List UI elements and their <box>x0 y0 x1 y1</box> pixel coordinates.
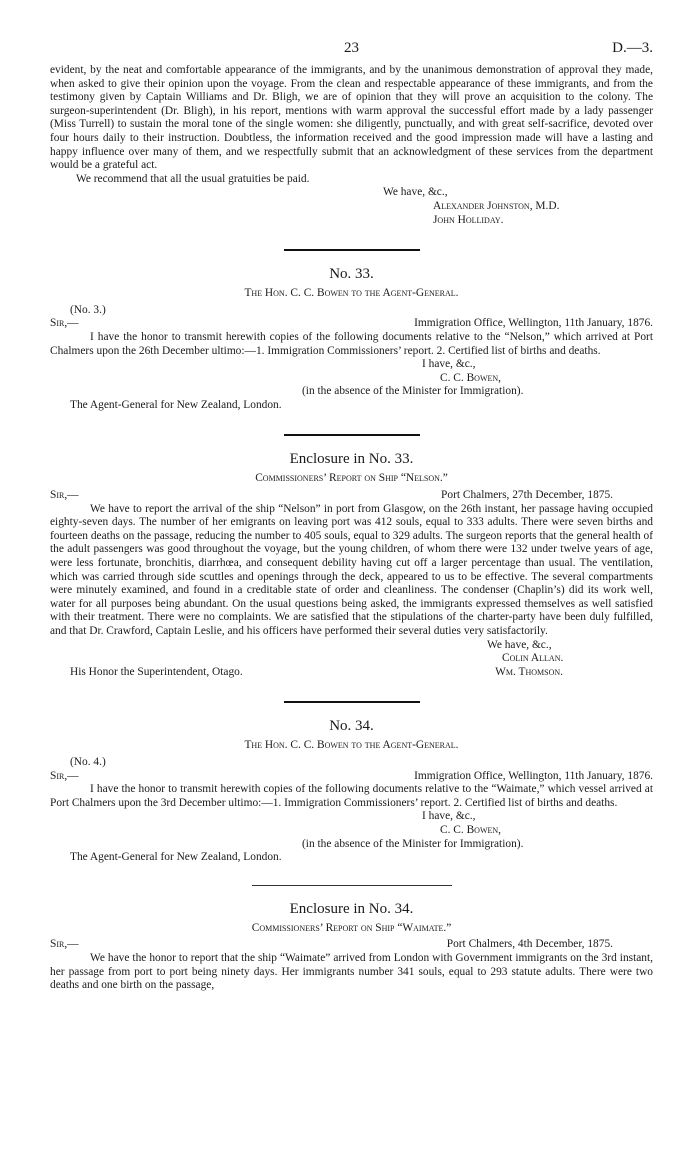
place-date: Immigration Office, Wellington, 11th January, 1876. <box>414 317 653 330</box>
salutation: Sir,— <box>50 938 79 951</box>
enclosure-body: We have the honor to report that the ship “Waimate” arrived from London with Government immigrants on the 3rd instant, her passage from port to port being ninety days. Her immigrants number 341 souls, equal to 293 statute adults. There were two deaths and one birth on the passage, <box>50 951 653 992</box>
section-divider <box>252 885 452 886</box>
enclosure-no-33 <box>50 450 653 679</box>
enclosure-title: Enclosure in No. 33. <box>289 451 414 468</box>
letter-closing: I have, &c., <box>422 810 476 823</box>
letter-ref: (No. 3.) <box>70 303 106 316</box>
salutation-row <box>50 938 653 952</box>
letter-addressee: The Agent-General for New Zealand, London. <box>70 851 282 864</box>
letter-no-34 <box>50 717 653 864</box>
enclosure-title: Enclosure in No. 34. <box>289 900 414 917</box>
letter-absence: (in the absence of the Minister for Immigration). <box>302 837 524 850</box>
enclosure-closing: We have, &c., <box>487 638 552 651</box>
salutation-row <box>50 317 653 331</box>
intro-closing: We have, &c., <box>383 186 448 199</box>
salutation: Sir,— <box>50 317 79 330</box>
salutation: Sir,— <box>50 489 79 502</box>
letter-ref: (No. 4.) <box>70 755 106 768</box>
salutation: Sir,— <box>50 769 79 782</box>
place-date: Port Chalmers, 27th December, 1875. <box>441 489 613 502</box>
letter-closing: I have, &c., <box>422 358 476 371</box>
page-header <box>50 42 653 64</box>
document-page <box>50 42 653 993</box>
enclosure-subtitle: Commissioners’ Report on Ship “Waimate.” <box>251 921 452 934</box>
intro-paragraph: evident, by the neat and comfortable appearance of the immigrants, and by the unanimous demonstration of approval they made, when asked to give their opinion upon the voyage. From the clean and respectable appearance of these immigrants, and from the testimony given by Captain Williams and Dr. Bligh, we are of opinion that they will prove an acquisition to the colony. The surgeon-superintendent (Dr. Bligh), in his report, mentions with warm approval the successful effort made by a lady passenger (Miss Turrell) to sustain the moral tone of the single women: she diligently, punctually, and with great self-sacrifice, devoted over four hours daily to their instruction. Doubtless, the information received and the good impression made will have a lasting and happy influence over many of them, and we respectfully submit that an acknowledgment of these services from the department would be a grateful act. <box>50 64 653 172</box>
letter-title: No. 33. <box>329 266 374 283</box>
salutation-row <box>50 489 653 503</box>
letter-signer: C. C. Bowen, <box>440 823 502 836</box>
enclosure-signer-2: Wm. Thomson. <box>495 665 563 678</box>
section-divider <box>284 249 420 251</box>
section-divider <box>284 701 420 703</box>
enclosure-signer-1: Colin Allan. <box>502 652 564 665</box>
enclosure-no-34 <box>50 900 653 993</box>
recommendation-text: We recommend that all the usual gratuities be paid. <box>76 172 310 185</box>
letter-from-to: The Hon. C. C. Bowen to the Agent-General. <box>244 739 459 752</box>
intro-signer-1: Alexander Johnston, M.D. <box>433 199 560 212</box>
enclosure-body: We have to report the arrival of the ship “Nelson” in port from Glasgow, on the 26th instant, her passage having occupied eighty-seven days. The number of her emigrants on leaving port was 412 souls, equal to 333 adults. There were seven births and fourteen deaths on the passage, reducing the number to 405 souls, equal to 329 adults. The surgeon reports that the general health of the adult passengers was good throughout the voyage, but the young children, of whom there were 132 under twelve years of age, were less fortunate, bronchitis, diarrhœa, and consequent debility having cut off a larger percentage than usual. The ventilation, which was carried through side scuttles and openings through the deck, appeared to us to be effective. The several compartments were minutely examined, and found in a creditable state of order and cleanliness. The condenser (Chaplin’s) did its work well, water for all purposes being abundant. On the usual questions being asked, the immigrants expressed themselves as well satisfied with their treatment. There were no complaints. We are satisfied that the stipulations of the charter-party have been duly fulfilled, and that Dr. Crawford, Captain Leslie, and his officers have performed their several duties very satisfactorily. <box>50 502 653 637</box>
intro-section <box>50 64 653 227</box>
intro-signer-2: John Holliday. <box>433 213 504 226</box>
place-date: Port Chalmers, 4th December, 1875. <box>446 938 613 951</box>
letter-title: No. 34. <box>329 718 374 735</box>
page-number: 23 <box>344 40 359 56</box>
salutation-row <box>50 770 653 784</box>
addressee-row <box>50 666 653 680</box>
letter-no-33 <box>50 265 653 412</box>
letter-signer: C. C. Bowen, <box>440 371 502 384</box>
enclosure-subtitle: Commissioners’ Report on Ship “Nelson.” <box>255 472 448 485</box>
letter-body: I have the honor to transmit herewith copies of the following documents relative to the “Nelson,” which arrived at Port Chalmers upon the 26th December ultimo:—1. Immigration Commissioners’ report. 2. Certified list of births and deaths. <box>50 330 653 357</box>
enclosure-addressee: His Honor the Superintendent, Otago. <box>70 665 243 678</box>
letter-body: I have the honor to transmit herewith copies of the following documents relative to the “Waimate,” which vessel arrived at Port Chalmers upon the 3rd December ultimo:—1. Immigration Commissioners’ report. 2. Certified list of births and deaths. <box>50 783 653 809</box>
place-date: Immigration Office, Wellington, 11th January, 1876. <box>414 769 653 782</box>
letter-absence: (in the absence of the Minister for Immigration). <box>302 385 524 398</box>
section-divider <box>284 434 420 436</box>
document-reference: D.—3. <box>612 40 653 56</box>
letter-addressee: The Agent-General for New Zealand, London. <box>70 398 282 411</box>
letter-from-to: The Hon. C. C. Bowen to the Agent-General. <box>244 287 459 300</box>
